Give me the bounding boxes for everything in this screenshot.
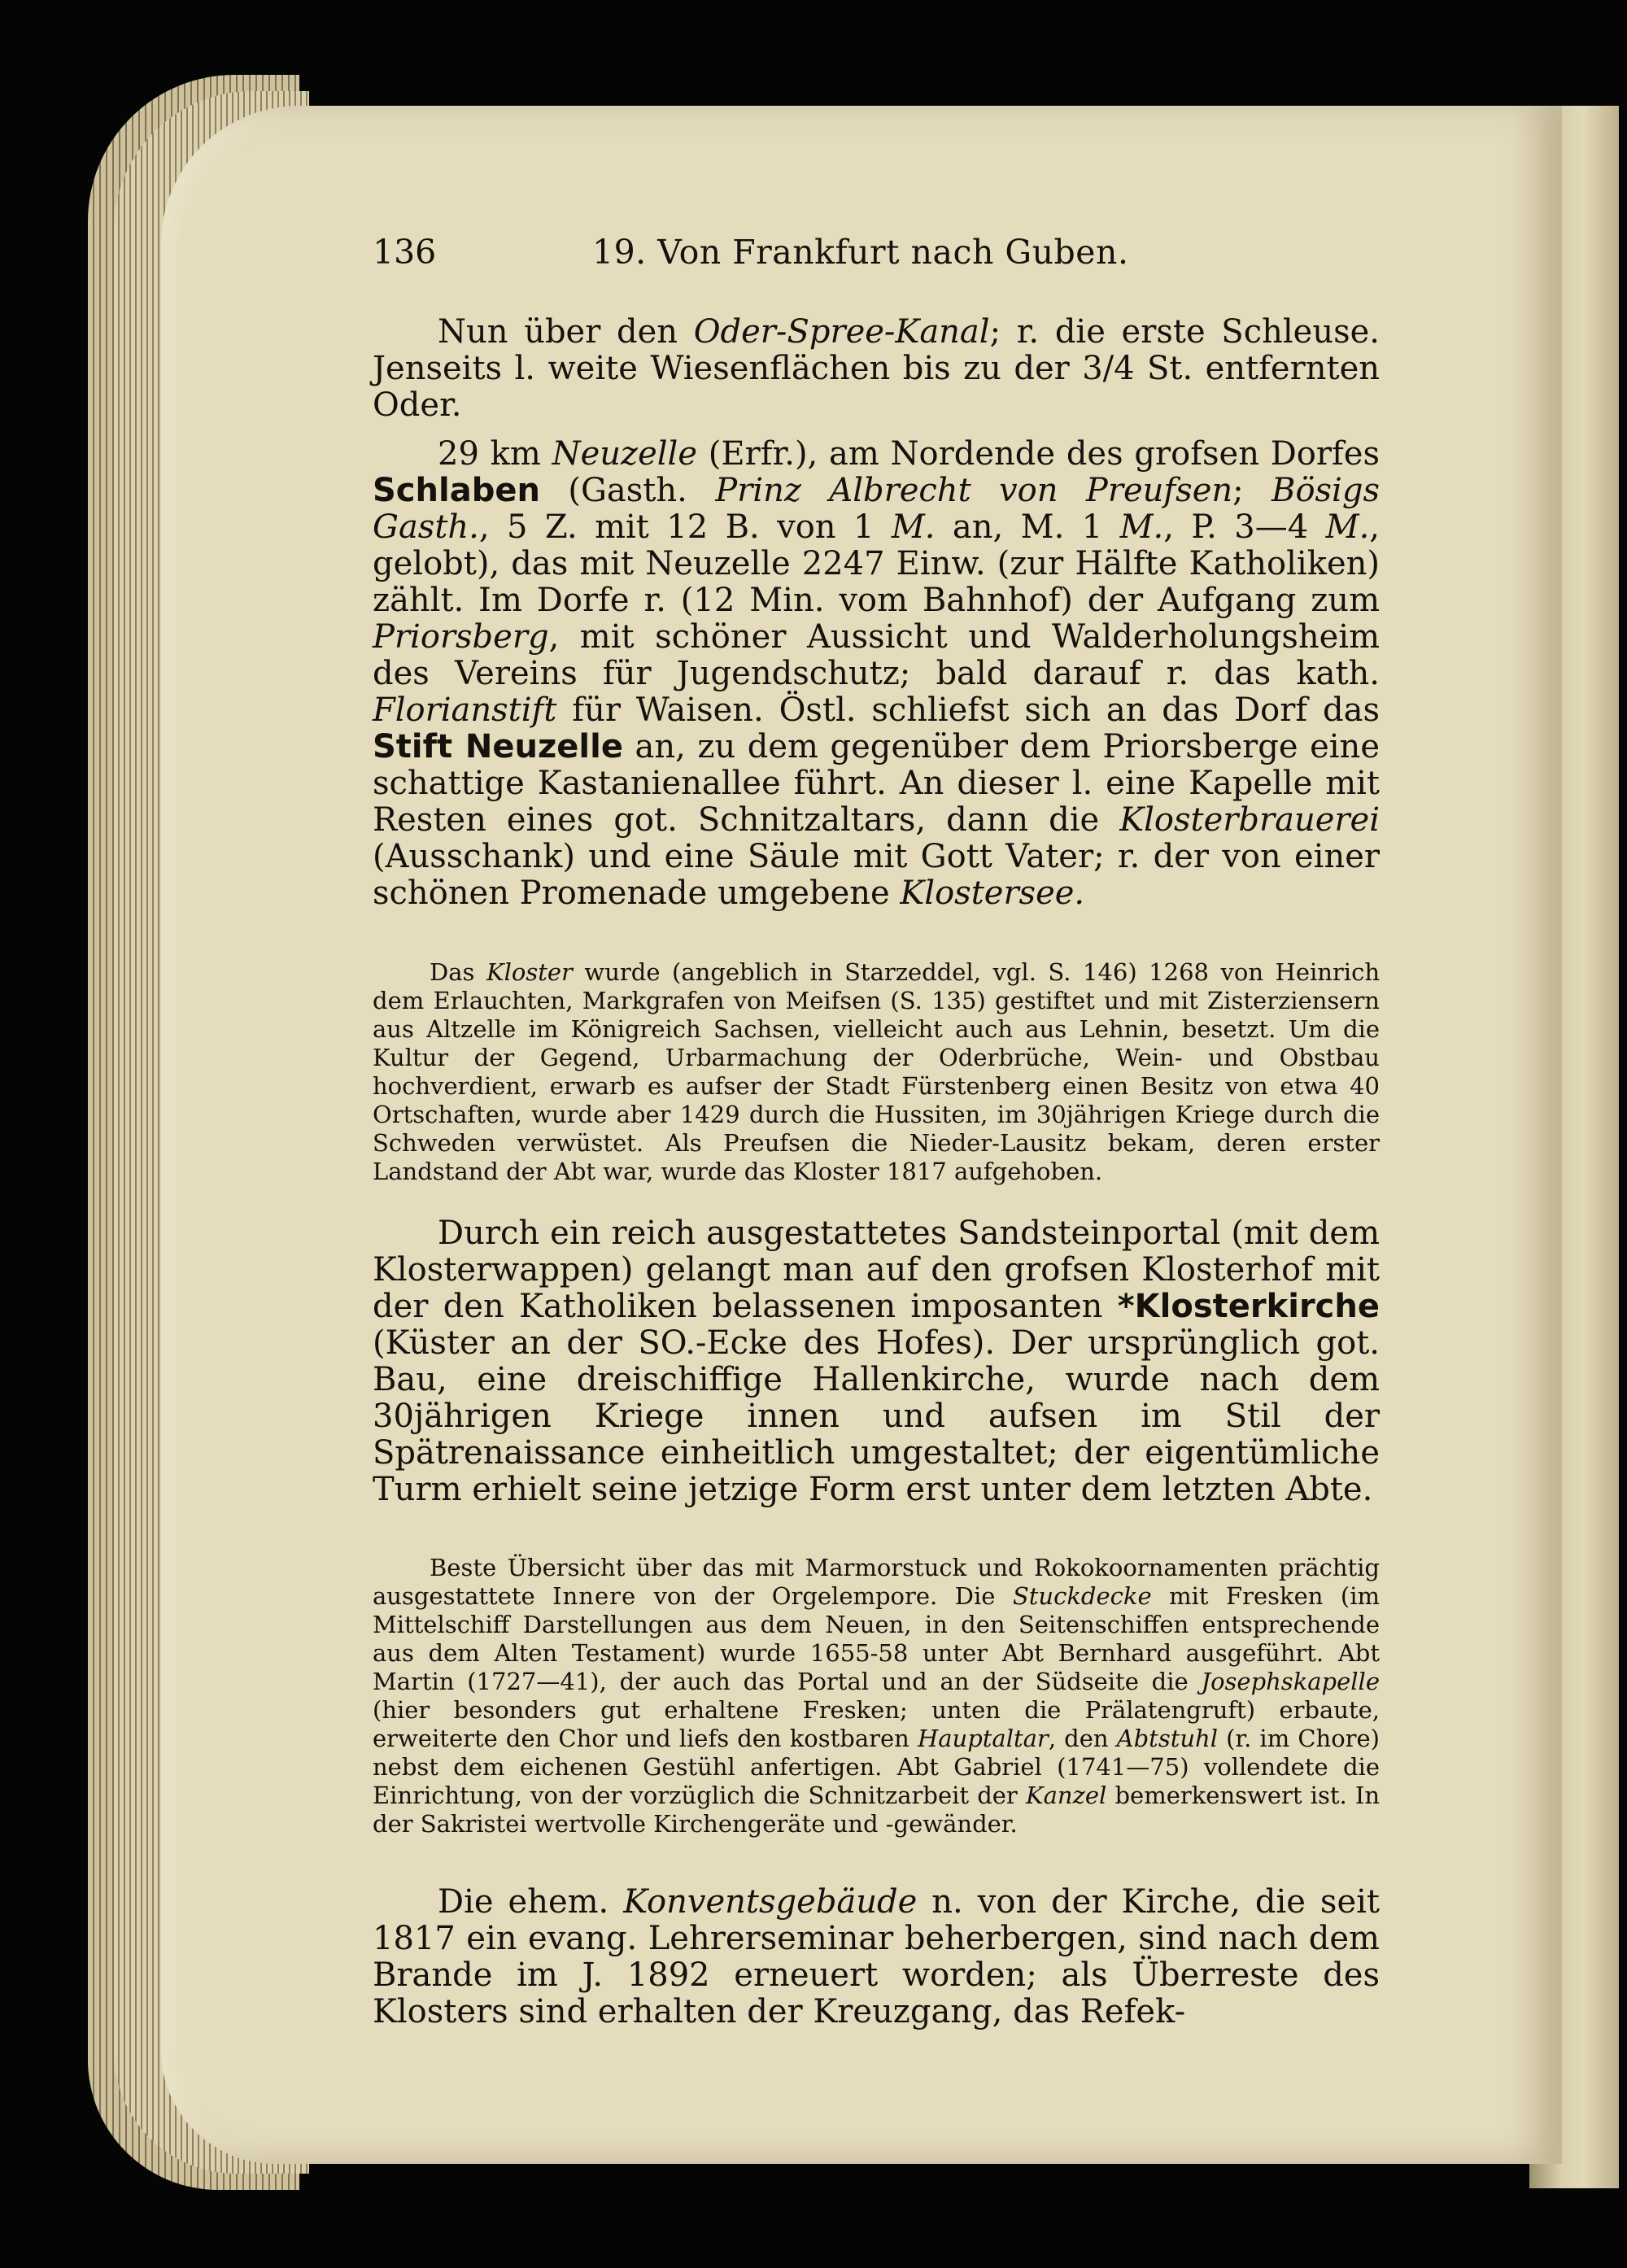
paragraph-neuzelle: 29 km Neuzelle (Erfr.), am Nordende des grofsen Dorfes Schlaben (Gasth. Prinz Albrecht von Preufsen; Bösigs Gasth., 5 Z. mit 12 B. von 1 M. an, M. 1 M., P. 3—4 M., gelobt), das mit Neuzelle 2247 Einw. (zur Hälfte Katholiken) zählt. Im Dorfe r. (12 Min. vom Bahnhof) der Aufgang zum Priorsberg, mit schöner Aussicht und Walderholungsheim des Vereins für Jugendschutz; bald darauf r. das kath. Florianstift für Waisen. Östl. schliefst sich an das Dorf das Stift Neuzelle an, zu dem gegenüber dem Priorsberge eine schattige Kastanienallee führt. An dieser l. eine Kapelle mit Resten eines got. Schnitzaltars, dann die Klosterbrauerei (Ausschank) und eine Säule mit Gott Vater; r. der von einer schönen Promenade umgebene Klostersee. <box>373 435 1381 912</box>
paragraph-oder-spree-kanal: Nun über den Oder-Spree-Kanal; r. die erste Schleuse. Jenseits l. weite Wiesenflächen bis zu der 3/4 St. entfernten Oder. <box>373 313 1380 424</box>
page-header <box>373 233 1381 281</box>
paragraph-klosterkirche: Durch ein reich ausgestattetes Sandsteinportal (mit dem Klosterwappen) gelangt man auf den grofsen Klosterhof mit der den Katholiken belassenen imposanten *Klosterkirche (Küster an der SO.-Ecke des Hofes). Der ursprünglich got. Bau, eine dreischiffige Hallenkirche, wurde nach dem 30jährigen Kriege innen und aufsen im Stil der Spätrenaissance einheitlich umgestaltet; der eigentümliche Turm erhielt seine jetzige Form erst unter dem letzten Abte. <box>373 1215 1380 1508</box>
page-number: 136 <box>373 233 437 272</box>
smallprint-interior: Beste Übersicht über das mit Marmorstuck und Rokokoornamenten prächtig ausgestattete Innere von der Orgelempore. Die Stuckdecke mit Fresken (im Mittelschiff Darstellungen aus dem Neuen, in den Seitenschiffen entsprechende aus dem Alten Testament) wurde 1655-58 unter Abt Bernhard ausgeführt. Abt Martin (1727—41), der auch das Portal und an der Südseite die Josephskapelle (hier besonders gut erhaltene Fresken; unten die Prälatengruft) erbaute, erweiterte den Chor und liefs den kostbaren Hauptaltar, den Abtstuhl (r. im Chore) nebst dem eichenen Gestühl anfertigen. Abt Gabriel (1741—75) vollendete die Einrichtung, von der vorzüglich die Schnitzarbeit der Kanzel bemerkenswert ist. In der Sakristei wertvolle Kirchengeräte und -gewänder. <box>373 1554 1380 1838</box>
running-head: 19. Von Frankfurt nach Guben. <box>592 233 1129 272</box>
smallprint-kloster-history: Das Kloster wurde (angeblich in Starzeddel, vgl. S. 146) 1268 von Heinrich dem Erlauchten, Markgrafen von Meifsen (S. 135) gestiftet und mit Zisterziensern aus Altzelle im Königreich Sachsen, vielleicht auch aus Lehnin, besetzt. Um die Kultur der Gegend, Urbarmachung der Oderbrüche, Wein- und Obstbau hochverdient, erwarb es aufser der Stadt Fürstenberg einen Besitz von etwa 40 Ortschaften, wurde aber 1429 durch die Hussiten, im 30jährigen Kriege durch die Schweden verwüstet. Als Preufsen die Nieder-Lausitz bekam, deren erster Landstand der Abt war, wurde das Kloster 1817 aufgehoben. <box>373 958 1380 1185</box>
paragraph-konventsgebaeude: Die ehem. Konventsgebäude n. von der Kirche, die seit 1817 ein evang. Lehrerseminar beherbergen, sind nach dem Brande im J. 1892 erneuert worden; als Überreste des Klosters sind erhalten der Kreuzgang, das Refek- <box>373 1883 1380 2030</box>
